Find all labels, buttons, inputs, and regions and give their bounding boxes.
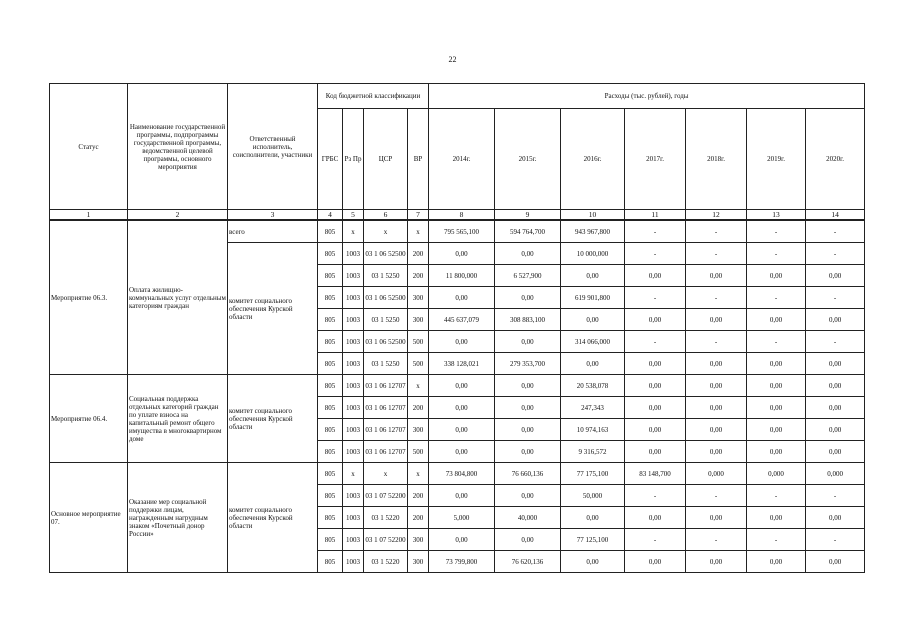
grbs-cell: 805 [318,441,343,463]
csr-cell: 03 1 06 12707 [364,375,408,397]
amount-cell: 5,000 [429,507,495,529]
rzpr-cell: 1003 [343,397,364,419]
rzpr-cell: 1003 [343,419,364,441]
amount-cell: 0,00 [686,309,747,331]
vr-cell: 300 [408,287,429,309]
header-rzpr: Рз Пр [343,109,364,210]
vr-cell: 500 [408,441,429,463]
csr-cell: 03 1 5250 [364,309,408,331]
amount-cell: - [686,220,747,243]
amount-cell: - [747,529,806,551]
amount-cell: - [747,220,806,243]
vr-cell: х [408,220,429,243]
amount-cell: 445 637,079 [429,309,495,331]
amount-cell: 0,00 [625,353,686,375]
responsible-cell: комитет социального обеспечения Курской области [228,375,318,463]
amount-cell: 338 128,021 [429,353,495,375]
amount-cell: 73 799,800 [429,551,495,573]
amount-cell: 77 175,100 [561,463,625,485]
amount-cell: - [625,287,686,309]
csr-cell: 03 1 06 12707 [364,419,408,441]
amount-cell: 0,00 [429,397,495,419]
amount-cell: 0,000 [806,463,865,485]
amount-cell: - [686,529,747,551]
amount-cell: - [806,220,865,243]
amount-cell: 0,00 [686,441,747,463]
header-expenses: Расходы (тыс. рублей), годы [429,84,865,109]
csr-cell: 03 1 06 12707 [364,441,408,463]
vr-cell: 300 [408,309,429,331]
amount-cell: 73 804,800 [429,463,495,485]
vr-cell: 500 [408,353,429,375]
amount-cell: 0,00 [625,375,686,397]
rzpr-cell: 1003 [343,353,364,375]
csr-cell: х [364,463,408,485]
grbs-cell: 805 [318,331,343,353]
amount-cell: 0,00 [429,331,495,353]
grbs-cell: 805 [318,419,343,441]
csr-cell: 03 1 5220 [364,507,408,529]
rzpr-cell: 1003 [343,287,364,309]
amount-cell: 0,00 [625,507,686,529]
column-number: 8 [429,210,495,221]
amount-cell: 40,000 [495,507,561,529]
amount-cell: - [806,287,865,309]
amount-cell: - [747,485,806,507]
amount-cell: 0,00 [806,397,865,419]
name-cell: Оплата жилищно-коммунальных услуг отдельным категориям граждан [128,220,228,375]
amount-cell: 0,00 [747,551,806,573]
table-row [50,463,865,485]
rzpr-cell: 1003 [343,529,364,551]
amount-cell: 619 901,800 [561,287,625,309]
amount-cell: 50,000 [561,485,625,507]
grbs-cell: 805 [318,397,343,419]
grbs-cell: 805 [318,265,343,287]
vr-cell: 200 [408,243,429,265]
status-cell: Мероприятие 06.3. [50,220,128,375]
amount-cell: 594 764,700 [495,220,561,243]
amount-cell: 0,00 [495,331,561,353]
status-cell: Основное мероприятие 07. [50,463,128,573]
amount-cell: 6 527,900 [495,265,561,287]
grbs-cell: 805 [318,529,343,551]
vr-cell: х [408,463,429,485]
amount-cell: 0,00 [561,551,625,573]
amount-cell: - [686,243,747,265]
amount-cell: 0,00 [686,375,747,397]
grbs-cell: 805 [318,507,343,529]
amount-cell: 943 967,800 [561,220,625,243]
column-number-row [50,210,865,221]
amount-cell: 0,00 [806,265,865,287]
vr-cell: 200 [408,265,429,287]
header-year: 2014г. [429,109,495,210]
amount-cell: - [747,331,806,353]
header-year: 2020г. [806,109,865,210]
amount-cell: - [625,529,686,551]
amount-cell: 0,00 [561,507,625,529]
amount-cell: 0,00 [806,441,865,463]
amount-cell: 0,00 [495,419,561,441]
header-year: 2017г. [625,109,686,210]
vr-cell: х [408,375,429,397]
page-number: 22 [448,55,457,64]
amount-cell: 247,343 [561,397,625,419]
amount-cell: 0,00 [747,507,806,529]
rzpr-cell: 1003 [343,441,364,463]
amount-cell: 0,00 [806,507,865,529]
column-number: 14 [806,210,865,221]
amount-cell: 0,00 [747,309,806,331]
responsible-cell: комитет социального обеспечения Курской области [228,243,318,375]
grbs-cell: 805 [318,485,343,507]
amount-cell: 0,00 [495,441,561,463]
amount-cell: 0,00 [625,265,686,287]
amount-cell: - [625,331,686,353]
rzpr-cell: 1003 [343,265,364,287]
header-year: 2019г. [747,109,806,210]
amount-cell: 0,00 [806,419,865,441]
amount-cell: - [625,485,686,507]
grbs-cell: 805 [318,353,343,375]
amount-cell: - [686,485,747,507]
amount-cell: 0,00 [495,485,561,507]
amount-cell: 20 538,078 [561,375,625,397]
amount-cell: 0,00 [561,353,625,375]
amount-cell: 0,000 [747,463,806,485]
amount-cell: 0,00 [429,441,495,463]
vr-cell: 300 [408,551,429,573]
amount-cell: 0,00 [806,375,865,397]
rzpr-cell: х [343,220,364,243]
amount-cell: 0,00 [561,265,625,287]
column-number: 5 [343,210,364,221]
amount-cell: 77 125,100 [561,529,625,551]
amount-cell: - [625,243,686,265]
grbs-cell: 805 [318,287,343,309]
rzpr-cell: 1003 [343,551,364,573]
grbs-cell: 805 [318,220,343,243]
csr-cell: 03 1 06 52500 [364,331,408,353]
csr-cell: 03 1 5250 [364,353,408,375]
amount-cell: 83 148,700 [625,463,686,485]
rzpr-cell: 1003 [343,375,364,397]
header-year: 2016г. [561,109,625,210]
amount-cell: - [806,331,865,353]
amount-cell: 10 974,163 [561,419,625,441]
amount-cell: 0,00 [429,529,495,551]
rzpr-cell: 1003 [343,309,364,331]
responsible-cell: всего [228,220,318,243]
header-vr: ВР [408,109,429,210]
amount-cell: 0,00 [747,375,806,397]
header-grbs: ГРБС [318,109,343,210]
csr-cell: 03 1 06 52500 [364,287,408,309]
amount-cell: 0,00 [747,441,806,463]
responsible-cell: комитет социального обеспечения Курской области [228,463,318,573]
grbs-cell: 805 [318,309,343,331]
header-name: Наименование государственной программы, подпрограммы государственной программы, ведомственной целевой программы, основного мероприятия [128,84,228,210]
amount-cell: 0,00 [429,243,495,265]
vr-cell: 500 [408,331,429,353]
column-number: 12 [686,210,747,221]
amount-cell: 0,00 [625,309,686,331]
amount-cell: 0,00 [625,397,686,419]
grbs-cell: 805 [318,243,343,265]
csr-cell: 03 1 07 52200 [364,485,408,507]
amount-cell: - [686,331,747,353]
amount-cell: 11 800,000 [429,265,495,287]
vr-cell: 200 [408,485,429,507]
csr-cell: 03 1 06 12707 [364,397,408,419]
amount-cell: - [747,287,806,309]
amount-cell: 0,00 [686,397,747,419]
name-cell: Оказание мер социальной поддержки лицам, награжденным нагрудным знаком «Почетный донор России» [128,463,228,573]
column-number: 2 [128,210,228,221]
header-status: Статус [50,84,128,210]
amount-cell: 0,00 [747,419,806,441]
amount-cell: 0,00 [806,551,865,573]
amount-cell: 0,00 [561,309,625,331]
amount-cell: 0,00 [686,419,747,441]
amount-cell: 0,00 [625,419,686,441]
csr-cell: 03 1 5220 [364,551,408,573]
column-number: 9 [495,210,561,221]
amount-cell: 0,00 [747,353,806,375]
vr-cell: 200 [408,507,429,529]
csr-cell: 03 1 07 52200 [364,529,408,551]
amount-cell: 10 000,000 [561,243,625,265]
amount-cell: 76 660,136 [495,463,561,485]
rzpr-cell: 1003 [343,485,364,507]
grbs-cell: 805 [318,463,343,485]
grbs-cell: 805 [318,551,343,573]
amount-cell: - [625,220,686,243]
amount-cell: 0,00 [686,551,747,573]
csr-cell: 03 1 5250 [364,265,408,287]
amount-cell: 0,00 [429,419,495,441]
name-cell: Социальная поддержка отдельных категорий граждан по уплате взноса на капитальный ремонт общего имущества в многоквартирном доме [128,375,228,463]
csr-cell: х [364,220,408,243]
header-budget-code: Код бюджетной классификации [318,84,429,109]
column-number: 6 [364,210,408,221]
amount-cell: 0,00 [806,353,865,375]
amount-cell: - [806,529,865,551]
table-row [50,220,865,243]
column-number: 3 [228,210,318,221]
rzpr-cell: 1003 [343,243,364,265]
amount-cell: 0,000 [686,463,747,485]
amount-cell: 0,00 [747,265,806,287]
amount-cell: 0,00 [429,287,495,309]
csr-cell: 03 1 06 52500 [364,243,408,265]
amount-cell: 0,00 [747,397,806,419]
amount-cell: 0,00 [495,529,561,551]
vr-cell: 300 [408,529,429,551]
column-number: 13 [747,210,806,221]
rzpr-cell: 1003 [343,507,364,529]
amount-cell: 308 883,100 [495,309,561,331]
table-row [50,375,865,397]
column-number: 10 [561,210,625,221]
amount-cell: 0,00 [495,397,561,419]
vr-cell: 300 [408,419,429,441]
amount-cell: 0,00 [429,375,495,397]
amount-cell: 0,00 [625,441,686,463]
amount-cell: - [806,243,865,265]
vr-cell: 200 [408,397,429,419]
budget-table [49,83,865,573]
header-year: 2018г. [686,109,747,210]
amount-cell: 76 620,136 [495,551,561,573]
amount-cell: 0,00 [625,551,686,573]
amount-cell: 0,00 [806,309,865,331]
rzpr-cell: 1003 [343,331,364,353]
column-number: 1 [50,210,128,221]
amount-cell: 0,00 [686,507,747,529]
header-responsible: Ответственный исполнитель, соисполнители, участники [228,84,318,210]
column-number: 4 [318,210,343,221]
header-csr: ЦСР [364,109,408,210]
rzpr-cell: х [343,463,364,485]
amount-cell: 0,00 [495,375,561,397]
amount-cell: 314 066,000 [561,331,625,353]
amount-cell: 795 565,100 [429,220,495,243]
status-cell: Мероприятие 06.4. [50,375,128,463]
amount-cell: - [806,485,865,507]
header-year: 2015г. [495,109,561,210]
column-number: 7 [408,210,429,221]
amount-cell: 0,00 [429,485,495,507]
amount-cell: 0,00 [686,353,747,375]
amount-cell: 0,00 [495,287,561,309]
amount-cell: - [747,243,806,265]
amount-cell: 0,00 [686,265,747,287]
amount-cell: - [686,287,747,309]
grbs-cell: 805 [318,375,343,397]
amount-cell: 9 316,572 [561,441,625,463]
amount-cell: 279 353,700 [495,353,561,375]
column-number: 11 [625,210,686,221]
amount-cell: 0,00 [495,243,561,265]
